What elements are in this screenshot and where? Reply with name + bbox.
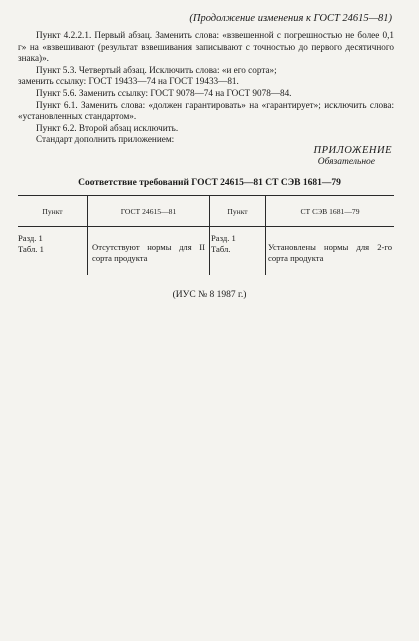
table-title: Соответствие требований ГОСТ 24615—81 СТ СЭВ 1681—79 (78, 178, 341, 188)
paragraph-appendix-intro: Стандарт дополнить приложением: (36, 134, 175, 145)
table-header-point: Пункт (42, 207, 63, 216)
table-header-st-sev: СТ СЭВ 1681—79 (300, 207, 360, 216)
paragraph-6-2: Пункт 6.2. Второй абзац исключить. (36, 122, 179, 133)
paragraph-4-2-2-1: Пункт 4.2.2.1. Первый абзац. Заменить слова: «взвешенной с погрешностью не более 0,1 г» на «взвешивают (результат взвешивания записывают с точностью до первого десятичного знака)». (18, 30, 394, 64)
table-cell-st-sev: Установлены нормы для 2-го сорта продукта (268, 242, 392, 263)
continuation-note: (Продолжение изменения к ГОСТ 24615—81) (189, 13, 392, 24)
table-header-gost: ГОСТ 24615—81 (120, 207, 177, 216)
table-cell-gost: Отсутствуют нормы для II сорта продукта (92, 242, 205, 263)
table-top-rule (18, 195, 394, 196)
footer-citation: (ИУС № 8 1987 г.) (172, 290, 247, 300)
table-header-point-2: Пункт (227, 207, 248, 216)
appendix-title: ПРИЛОЖЕНИЕ (313, 145, 392, 156)
table-cell-point-line2: Табл. 1 (18, 243, 44, 254)
paragraph-5-3: Пункт 5.3. Четвертый абзац. Исключить слова: «и его сорта»; (36, 64, 277, 75)
table-cell-point-2 (211, 233, 263, 254)
table-cell-point-line1: Разд. 1 (18, 233, 43, 243)
paragraph-5-3-reference: заменить ссылку: ГОСТ 19433—74 на ГОСТ 19433—81. (18, 76, 239, 87)
paragraph-5-6: Пункт 5.6. Заменить ссылку: ГОСТ 9078—74 на ГОСТ 9078—84. (36, 87, 292, 98)
table-cell-point (18, 233, 84, 254)
table-cell-point-2-line2: Табл. (211, 243, 231, 254)
table-cell-point-2-line1: Разд. 1 (211, 233, 236, 243)
amendment-text (18, 30, 394, 146)
table-header-rule (18, 226, 394, 227)
appendix-subtitle: Обязательное (317, 157, 375, 167)
paragraph-6-1: Пункт 6.1. Заменить слова: «должен гарантировать» на «гарантирует»; исключить слова: «установленных стандартом». (18, 99, 394, 122)
